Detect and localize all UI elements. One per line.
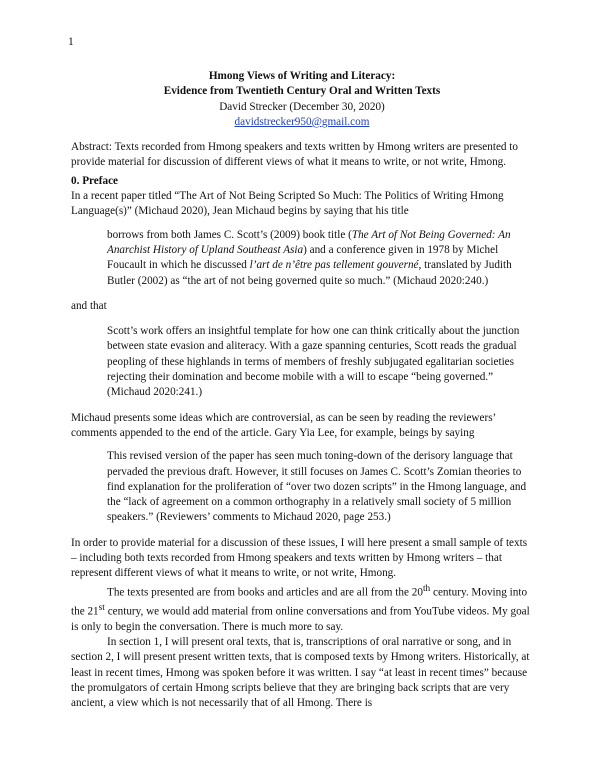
quote1-text-2: ) and a conference given in 1978 by Michel Foucault in which he discussed — [107, 243, 499, 272]
texts-part-a: The texts presented are from books and articles and are all from the 20 — [107, 586, 423, 599]
sample-paragraph: In order to provide material for a discussion of these issues, I will here present a small sample of texts – including both texts recorded from Hmong speakers and texts written by Hmong writers – that represent different views of what it means to write, or not write, Hmong. — [71, 536, 528, 580]
quote1-italic-2: l’art de n’être pas tellement gouverné — [249, 259, 419, 272]
block-quote-2: Scott’s work offers an insightful template for how one can think critically about the junction between state evasion and aliteracy. With a gaze spanning centuries, Scott reads the gradual peopling of these highlands in terms of members of freshly subjugated egalitarian societies rejecting their domination and become mobile with a will to escape “being governed.” (Michaud 2020:241.) — [107, 325, 520, 399]
section-heading-preface: 0. Preface — [71, 174, 119, 187]
texts-part-b: century. Moving into the 21 — [71, 586, 528, 618]
author-line: David Strecker (December 30, 2020) — [219, 100, 385, 113]
email-link[interactable]: davidstrecker950@gmail.com — [234, 115, 370, 128]
block-quote-3: This revised version of the paper has seen much toning-down of the derisory language that pervaded the previous draft. However, it still focuses on James C. Scott’s Zomian theories to find explanation for the proliferation of “over two dozen scripts” in the Hmong language, and the “lack of agreement on a common orthography in a relatively small society of 5 million speakers.” (Reviewers’ comments to Michaud 2020, page 253.) — [107, 450, 527, 524]
page-number: 1 — [68, 36, 74, 48]
email-line — [71, 115, 533, 130]
texts-paragraph — [71, 582, 533, 635]
texts-part-c: century, we would add material from online conversations and from YouTube videos. My goal is only to begin the conversation. There is much more to say. — [71, 605, 530, 633]
paper-title-line-1: Hmong Views of Writing and Literacy: — [208, 70, 396, 82]
quote1-text-3: , translated by Judith Butler (2002) as “the art of not being governed quite so much.” (Michaud 2020:240.) — [107, 259, 512, 287]
texts-sup-1: th — [422, 583, 431, 594]
intro-paragraph: In a recent paper titled “The Art of Not Being Scripted So Much: The Politics of Writing Hmong Language(s)” (Michaud 2020), Jean Michaud begins by saying that his title — [71, 190, 504, 218]
controversial-paragraph: Michaud presents some ideas which are controversial, as can be seen by reading the reviewers’ comments appended to the end of the article. Gary Yia Lee, for example, beings by saying — [71, 411, 496, 439]
abstract: Abstract: Texts recorded from Hmong speakers and texts written by Hmong writers are presented to provide material for discussion of different views of what it means to write, or not write, Hmong. — [71, 141, 519, 169]
paper-body — [71, 69, 533, 711]
quote1-text-1: borrows from both James C. Scott’s (2009) book title ( — [107, 228, 352, 241]
block-quote-1 — [107, 228, 533, 289]
and-that-line: and that — [71, 299, 107, 312]
paper-title-line-2: Evidence from Twentieth Century Oral and Written Texts — [163, 85, 441, 98]
section1-paragraph: In section 1, I will present oral texts, that is, transcriptions of oral narrative or song, and in section 2, I will present present written texts, that is composed texts by Hmong writers. Historically, at least in recent times, Hmong was spoken before it was written. I say “at least in recent times” because the promulgators of certain Hmong scripts believe that they are bringing back scripts that are very ancient, a view which is not necessarily that of all Hmong. There is — [71, 635, 530, 710]
texts-sup-2: st — [98, 602, 105, 613]
quote1-italic-1: The Art of Not Being Governed: An Anarchist History of Upland Southeast Asia — [107, 228, 511, 256]
